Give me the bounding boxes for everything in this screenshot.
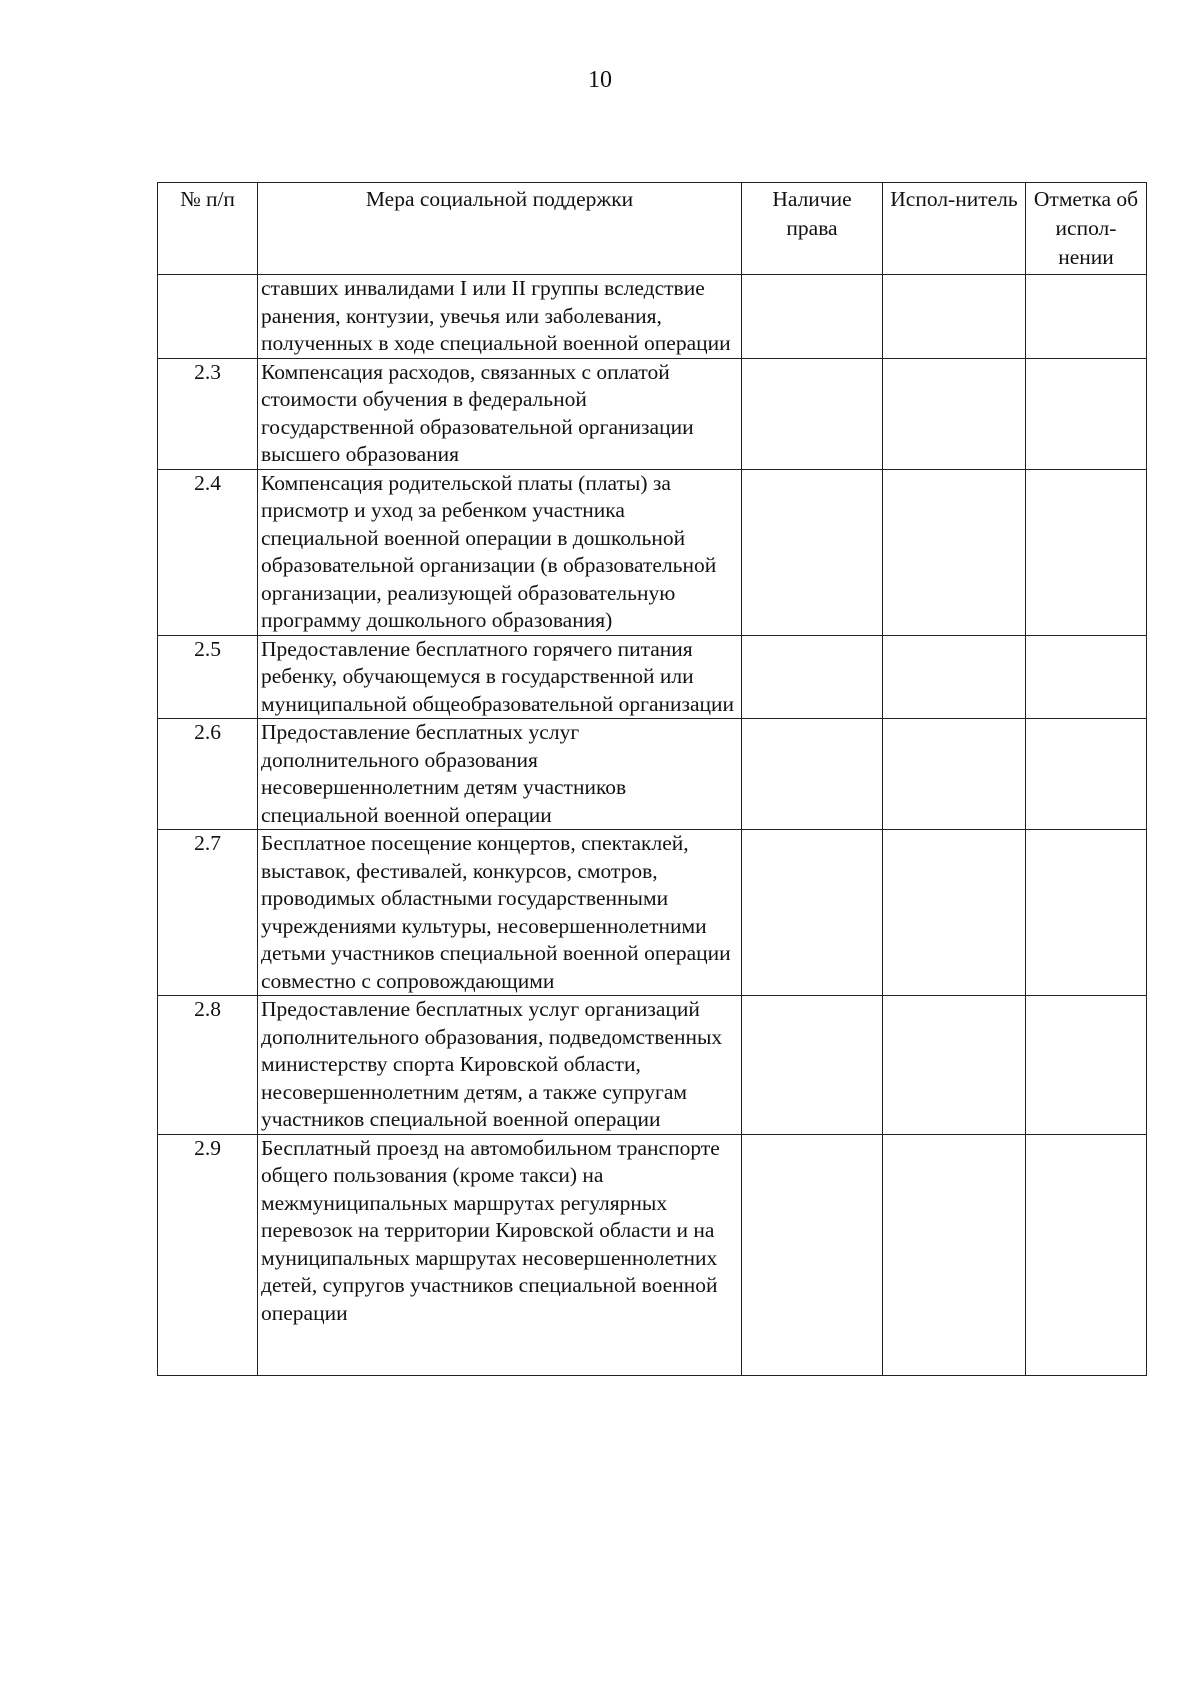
table-row [158, 358, 1147, 469]
header-num: № п/п [158, 183, 258, 275]
row-number: 2.7 [158, 830, 258, 996]
row-mark [1026, 358, 1147, 469]
row-executor [883, 358, 1026, 469]
row-right [742, 275, 883, 359]
table-row [158, 830, 1147, 996]
row-number: 2.5 [158, 635, 258, 719]
row-right [742, 469, 883, 635]
row-right [742, 635, 883, 719]
row-number: 2.3 [158, 358, 258, 469]
row-measure: Предоставление бесплатного горячего питания ребенку, обучающемуся в государственной или муниципальной общеобразовательной организации [258, 635, 742, 719]
row-mark [1026, 830, 1147, 996]
row-mark [1026, 635, 1147, 719]
row-measure: Предоставление бесплатных услуг дополнительного образования несовершеннолетним детям участников специальной военной операции [258, 719, 742, 830]
row-right [742, 1134, 883, 1375]
row-number: 2.6 [158, 719, 258, 830]
row-measure: Компенсация расходов, связанных с оплатой стоимости обучения в федеральной государственной образовательной организации высшего образования [258, 358, 742, 469]
row-right [742, 358, 883, 469]
table-row [158, 1134, 1147, 1375]
row-executor [883, 830, 1026, 996]
header-executor: Испол-нитель [883, 183, 1026, 275]
row-executor [883, 635, 1026, 719]
row-measure: Компенсация родительской платы (платы) за присмотр и уход за ребенком участника специальной военной операции в дошкольной образовательной организации (в образовательной организации, реализующей образовательную программу дошкольного образования) [258, 469, 742, 635]
row-number [158, 275, 258, 359]
row-right [742, 719, 883, 830]
row-number: 2.9 [158, 1134, 258, 1375]
row-measure: ставших инвалидами I или II группы вследствие ранения, контузии, увечья или заболевания, полученных в ходе специальной военной операции [258, 275, 742, 359]
row-right [742, 830, 883, 996]
row-measure: Бесплатный проезд на автомобильном транспорте общего пользования (кроме такси) на межмуниципальных маршрутах регулярных перевозок на территории Кировской области и на муниципальных маршрутах несовершеннолетних детей, супругов участников специальной военной операции [258, 1134, 742, 1375]
table-row [158, 719, 1147, 830]
row-mark [1026, 719, 1147, 830]
row-measure: Предоставление бесплатных услуг организаций дополнительного образования, подведомственных министерству спорта Кировской области, несовершеннолетним детям, а также супругам участников специальной военной операции [258, 996, 742, 1135]
row-number: 2.4 [158, 469, 258, 635]
table-row [158, 275, 1147, 359]
table-row [158, 635, 1147, 719]
table-row [158, 996, 1147, 1135]
header-mark: Отметка об испол-нении [1026, 183, 1147, 275]
header-right: Наличие права [742, 183, 883, 275]
row-executor [883, 1134, 1026, 1375]
table-header-row [158, 183, 1147, 275]
header-measure: Мера социальной поддержки [258, 183, 742, 275]
row-executor [883, 996, 1026, 1135]
table-row [158, 469, 1147, 635]
row-number: 2.8 [158, 996, 258, 1135]
row-mark [1026, 469, 1147, 635]
support-measures-table [157, 182, 1147, 1376]
row-mark [1026, 275, 1147, 359]
row-executor [883, 469, 1026, 635]
row-mark [1026, 996, 1147, 1135]
page-number: 10 [588, 67, 612, 93]
row-mark [1026, 1134, 1147, 1375]
row-measure: Бесплатное посещение концертов, спектаклей, выставок, фестивалей, конкурсов, смотров, проводимых областными государственными учреждениями культуры, несовершеннолетними детьми участников специальной военной операции совместно с сопровождающими [258, 830, 742, 996]
row-executor [883, 275, 1026, 359]
row-right [742, 996, 883, 1135]
row-executor [883, 719, 1026, 830]
